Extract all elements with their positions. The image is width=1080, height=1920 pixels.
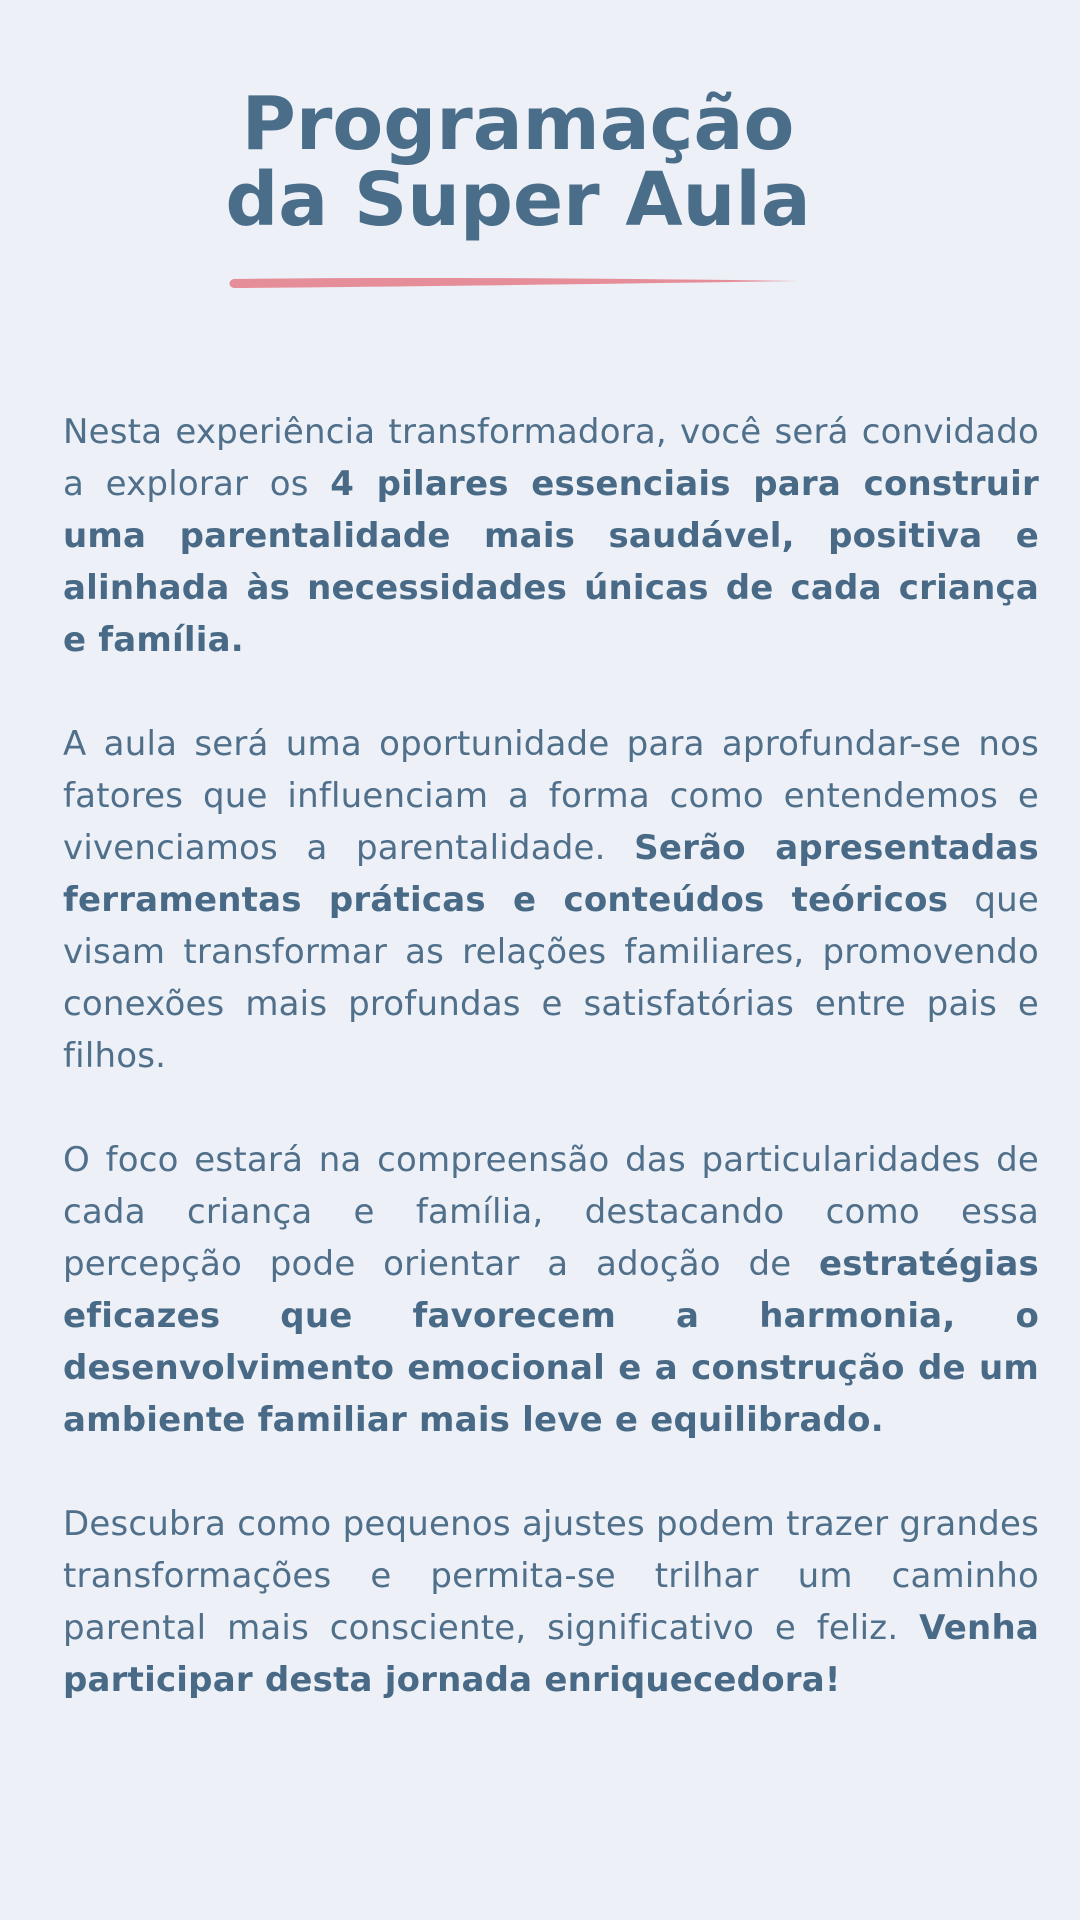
highlighted-text: estratégias eficazes que favorecem a harmonia, o desenvolvimento emocional e a construção de um ambiente familiar mais leve e equilibrado. xyxy=(63,1244,1039,1440)
paragraph-3 xyxy=(63,1134,1039,1446)
brush-stroke xyxy=(230,278,799,288)
body-text: A aula será uma oportunidade para aprofundar-se nos fatores que influenciam a forma como entendemos e vivenciamos a parentalidade. xyxy=(63,724,1039,868)
paragraph-1 xyxy=(63,406,1039,666)
body-text: que visam transformar as relações familiares, promovendo conexões mais profundas e satisfatórias entre pais e filhos. xyxy=(63,880,1039,1076)
highlighted-text: Venha participar desta jornada enriquecedora! xyxy=(63,1608,1039,1700)
body-text: O foco estará na compreensão das particularidades de cada criança e família, destacando como essa percepção pode orientar a adoção de xyxy=(63,1140,1039,1284)
title-line-2: da Super Aula xyxy=(225,157,811,243)
body-text: Descubra como pequenos ajustes podem trazer grandes transformações e permita-se trilhar um caminho parental mais consciente, significativo e feliz. xyxy=(63,1504,1039,1648)
page-title xyxy=(0,81,1036,243)
highlighted-text: 4 pilares essenciais para construir uma parentalidade mais saudável, positiva e alinhada às necessidades únicas de cada criança e família. xyxy=(63,464,1040,660)
highlighted-text: Serão apresentadas ferramentas práticas e conteúdos teóricos xyxy=(63,828,1039,920)
paragraph-2 xyxy=(63,718,1039,1082)
title-line-1: Programação xyxy=(241,81,795,167)
title-underline-brush xyxy=(228,276,798,290)
body-text: Nesta experiência transformadora, você será convidado a explorar os xyxy=(63,412,1039,504)
description-body xyxy=(63,406,1039,1758)
paragraph-4 xyxy=(63,1498,1039,1706)
